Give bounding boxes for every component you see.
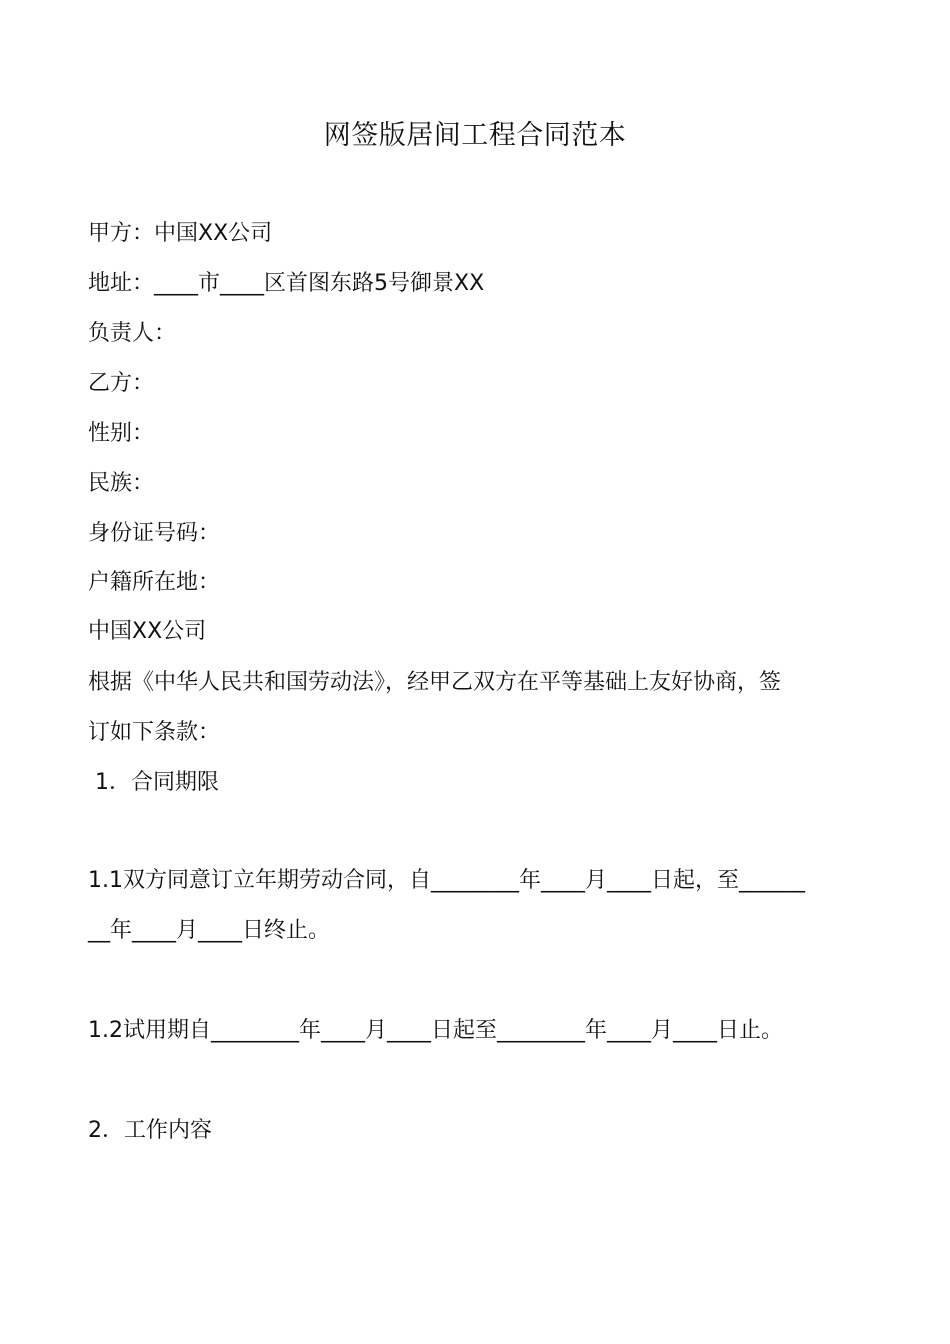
preamble-line-1: 根据《中华人民共和国劳动法》，经甲乙双方在平等基础上友好协商，签	[88, 670, 782, 695]
gender-line: 性别：	[88, 421, 155, 446]
ethnicity-line: 民族：	[88, 471, 155, 496]
party-a-line: 甲方：中国XX公司	[88, 221, 273, 246]
document-title: 网签版居间工程合同范本	[323, 120, 627, 151]
id-number-line: 身份证号码：	[88, 521, 221, 546]
address-line: 地址：____市____区首图东路5号御景XX	[88, 271, 485, 296]
company-line: 中国XX公司	[88, 619, 207, 644]
clause-1-2: 1.2试用期自________年____月____日起至________年____月____日止。	[88, 1018, 783, 1043]
preamble-line-2: 订如下条款：	[88, 720, 221, 745]
section-2-heading: 2．工作内容	[88, 1118, 212, 1143]
section-1-heading: 1．合同期限	[88, 770, 219, 795]
clause-1-1-line-1: 1.1双方同意订立年期劳动合同，自________年____月____日起，至______	[88, 868, 805, 893]
party-b-line: 乙方：	[88, 371, 155, 396]
clause-1-1-line-2: __年____月____日终止。	[88, 918, 331, 943]
person-in-charge-line: 负责人：	[88, 321, 177, 346]
household-registration-line: 户籍所在地：	[88, 570, 221, 595]
